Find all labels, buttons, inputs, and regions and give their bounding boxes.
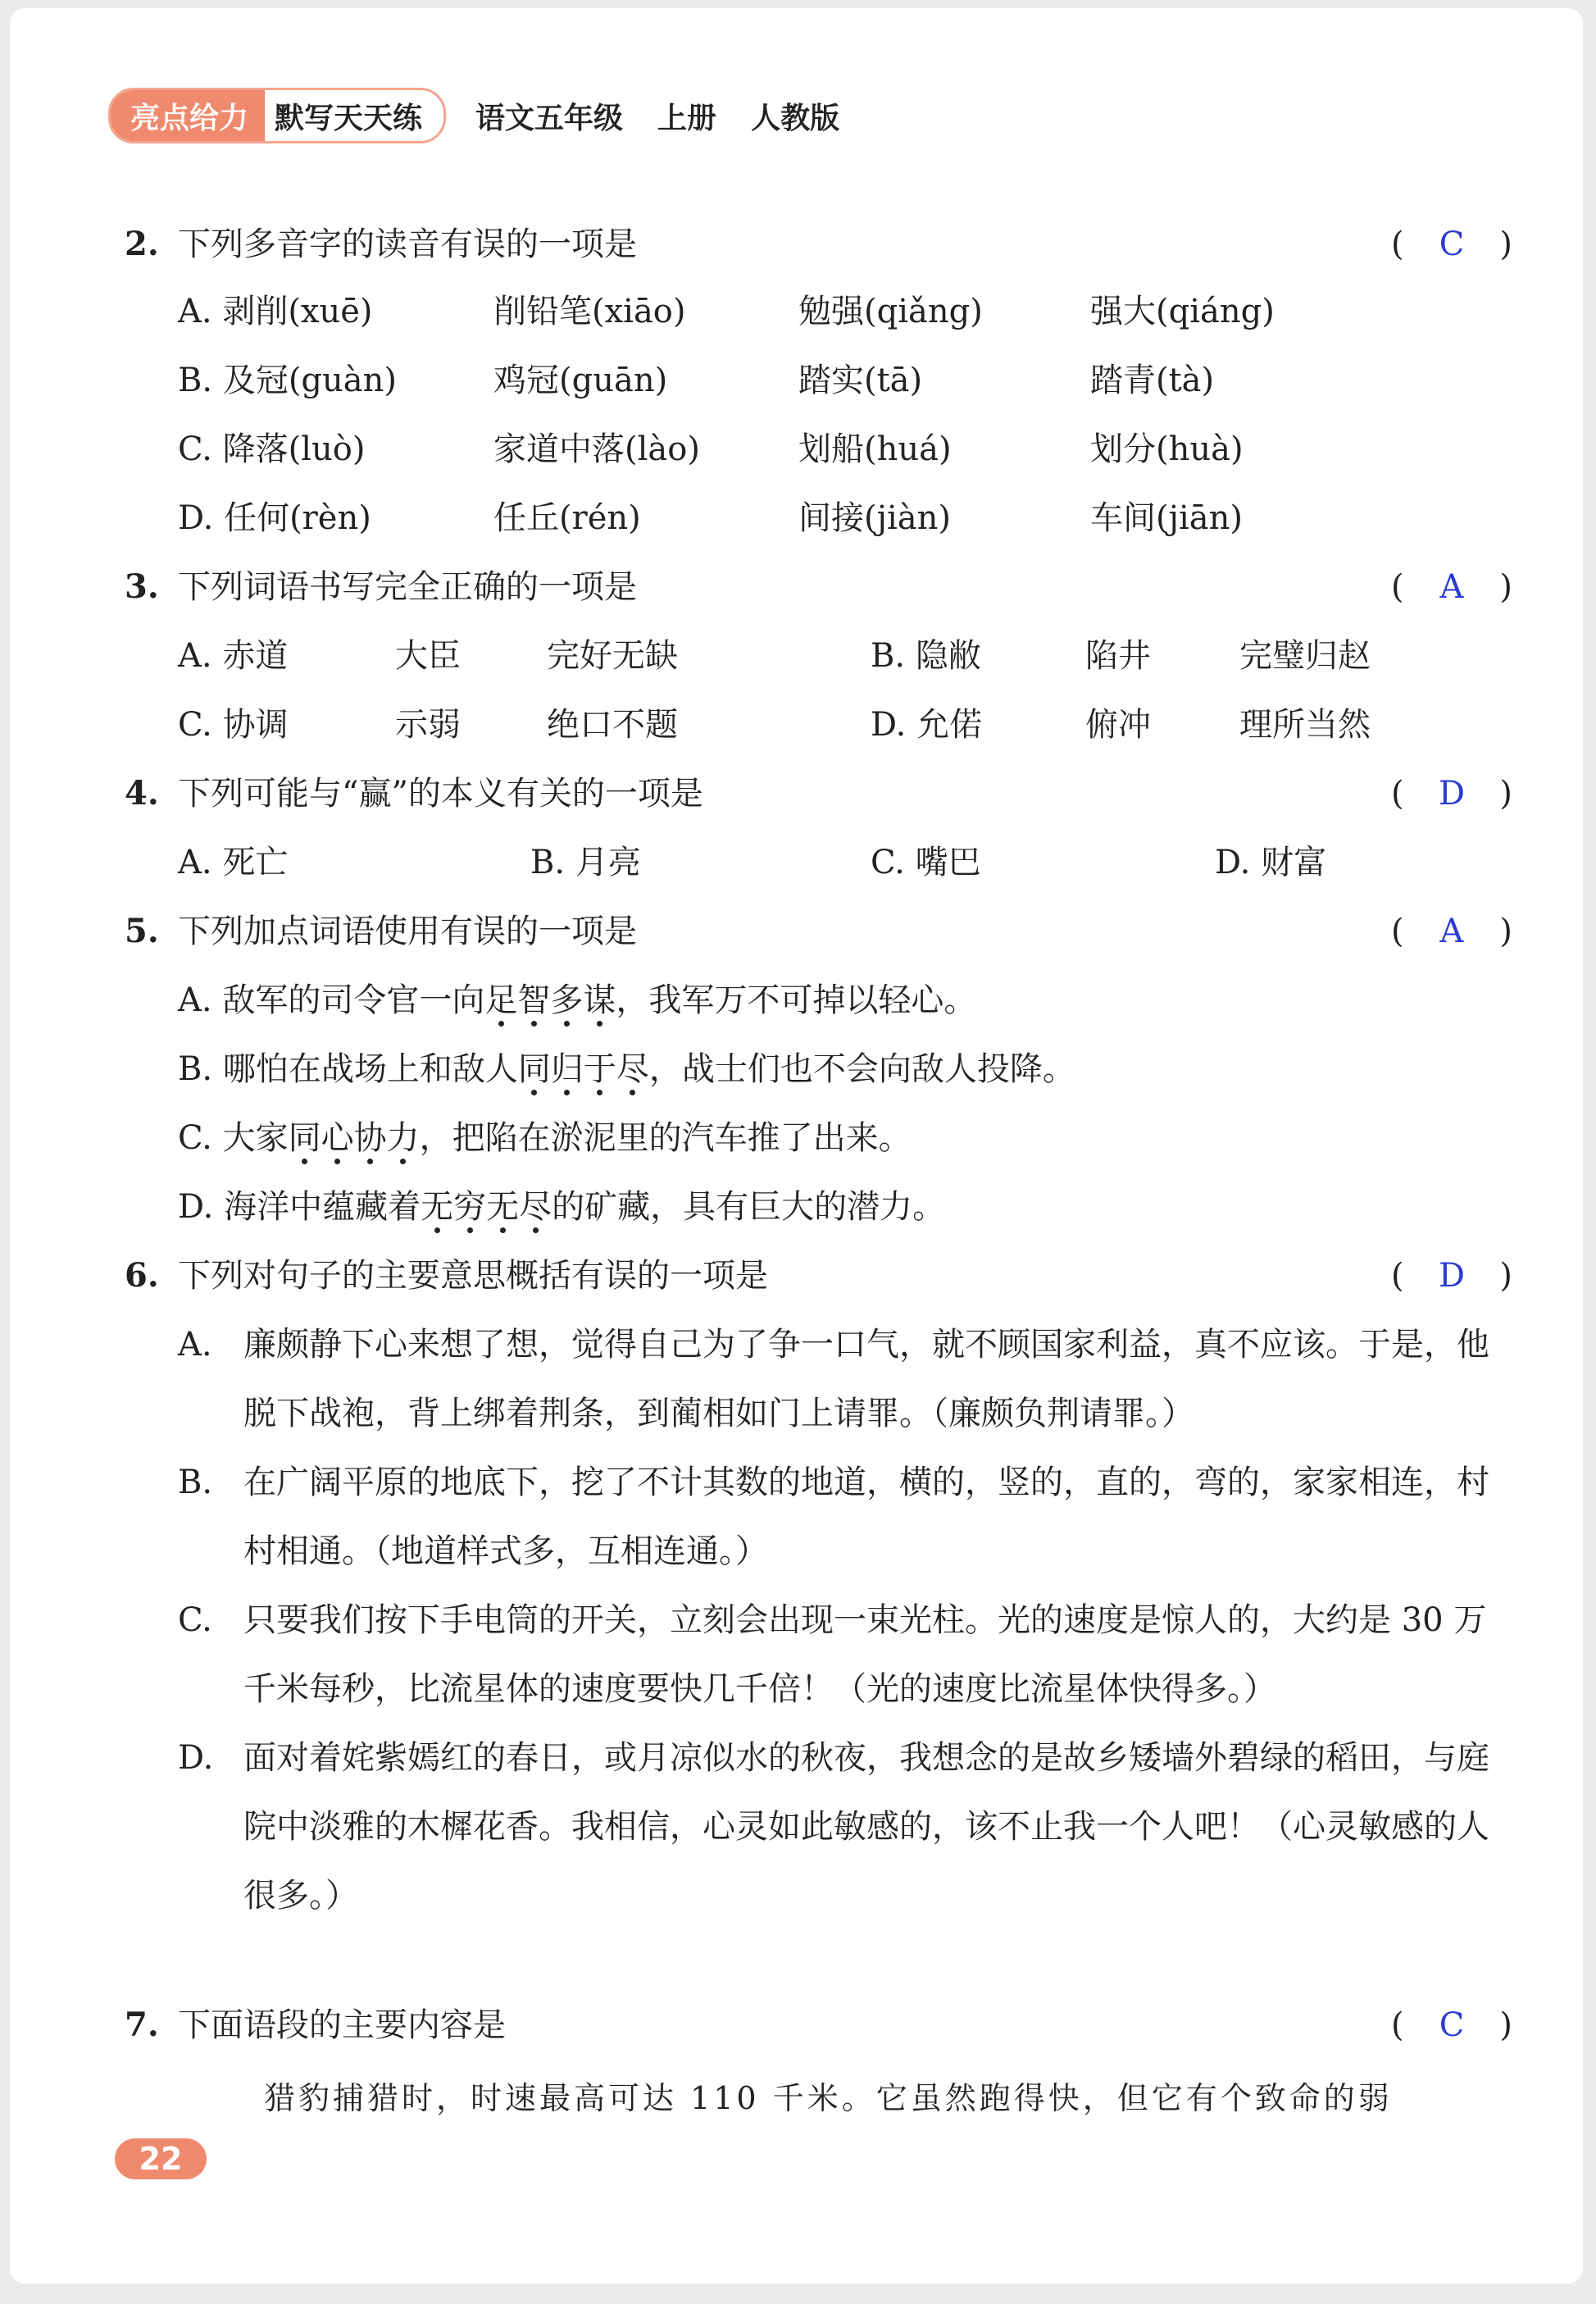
emphasis-char: 尽 [519, 1188, 552, 1226]
page-number: 22 [115, 2138, 207, 2179]
option: C. 协调 [178, 706, 289, 744]
option-c: C. 只要我们按下手电筒的开关，立刻会出现一束光柱。光的速度是惊人的，大约是 30 万千米每秒，比流星体的速度要快几千倍！（光的速度比流星体快得多。） [178, 1601, 1487, 1708]
emphasis-char: 尽 [616, 1050, 649, 1088]
option: A. 死亡 [178, 844, 289, 881]
dotted-phrase [421, 1188, 552, 1226]
emphasis-char: 于 [583, 1050, 616, 1088]
option-a: A. 廉颇静下心来想了想，觉得自己为了争一口气，就不顾国家利益，真不应该。于是，他脱下战袍，背上绑着荆条，到蔺相如门上请罪。（廉颇负荆请罪。） [178, 1326, 1489, 1432]
option-text: ，把陷在淤泥里的汽车推了出来。 [419, 1119, 912, 1157]
question-number: 6. [125, 1256, 159, 1295]
option-text: D. 海洋中蕴藏着 [178, 1188, 421, 1226]
question-number: 2. [125, 225, 159, 263]
brand-right: 默写天天练 [275, 101, 423, 135]
answer-box: ( A ) [1391, 913, 1512, 950]
dotted-phrase [484, 981, 616, 1019]
option: 大臣 [395, 637, 461, 675]
answer-value: D [1438, 775, 1466, 813]
question-text: 下列加点词语使用有误的一项是 [178, 913, 637, 950]
answer-box: ( A ) [1391, 568, 1512, 606]
option-text: ，战士们也不会向敌人投降。 [648, 1050, 1075, 1088]
option-d: D. 面对着姹紫嫣红的春日，或月凉似水的秋夜，我想念的是故乡矮墙外碧绿的稻田，与庭院中淡雅的木樨花香。我相信，心灵如此敏感的，该不止我一个人吧！（心灵敏感的人很多。） [178, 1739, 1489, 1915]
option-b: B. 在广阔平原的地底下，挖了不计其数的地道，横的，竖的，直的，弯的，家家相连，村村相通。（地道样式多，互相连通。） [178, 1464, 1489, 1570]
volume: 上册 [657, 101, 717, 135]
option: D. 允偌 [871, 706, 983, 744]
emphasis-char: 心 [321, 1119, 354, 1157]
emphasis-char: 足 [484, 981, 518, 1019]
option: 踏青(tà) [1090, 362, 1215, 399]
page [10, 8, 1583, 2284]
answer-box: ( D ) [1391, 1257, 1512, 1295]
option: 削铅笔(xiāo) [493, 293, 686, 330]
option: B. 及冠(guàn) [178, 362, 398, 399]
option: 鸡冠(guān) [493, 362, 668, 399]
option: 完好无缺 [547, 637, 678, 675]
option: B. 月亮 [530, 844, 641, 881]
option-text: B. 哪怕在战场上和敌人 [178, 1050, 518, 1088]
option: 间接(jiàn) [798, 499, 952, 537]
option: 任丘(rén) [493, 499, 641, 537]
question-number: 4. [125, 774, 159, 813]
answer-box: ( C ) [1391, 2006, 1512, 2044]
question-number: 7. [125, 2006, 159, 2044]
question-text: 下列对句子的主要意思概括有误的一项是 [178, 1257, 768, 1295]
brand-left: 亮点给力 [111, 90, 265, 141]
option: A. 剥削(xuē) [178, 293, 373, 330]
option: 划船(huá) [798, 430, 952, 468]
answer-box: ( D ) [1391, 775, 1512, 813]
emphasis-char: 同 [288, 1119, 321, 1157]
question-text: 下面语段的主要内容是 [178, 2006, 506, 2044]
emphasis-char: 协 [353, 1119, 387, 1157]
edition: 人教版 [751, 101, 840, 135]
answer-value: A [1439, 568, 1464, 606]
emphasis-char: 无 [421, 1188, 454, 1226]
emphasis-char: 智 [517, 981, 551, 1019]
option: C. 嘴巴 [871, 844, 981, 881]
question-number: 3. [125, 567, 159, 606]
emphasis-char: 谋 [583, 981, 616, 1019]
option: 划分(huà) [1090, 430, 1244, 468]
question-text: 下列多音字的读音有误的一项是 [178, 225, 637, 263]
emphasis-char: 穷 [453, 1188, 487, 1226]
option: D. 任何(rèn) [178, 499, 371, 537]
option: 示弱 [395, 706, 461, 744]
option-text: A. 敌军的司令官一向 [178, 981, 485, 1019]
option: B. 隐敝 [871, 637, 981, 675]
option: A. 赤道 [178, 637, 289, 675]
answer-value: A [1439, 913, 1464, 950]
emphasis-char: 多 [550, 981, 584, 1019]
dotted-phrase [289, 1119, 420, 1157]
option: 完璧归赵 [1239, 637, 1371, 675]
answer-value: C [1439, 2006, 1465, 2044]
option-text: 的矿藏，具有巨大的潜力。 [552, 1188, 946, 1226]
question-text: 下列词语书写完全正确的一项是 [178, 568, 637, 606]
emphasis-char: 力 [386, 1119, 420, 1157]
passage: 猎豹捕猎时，时速最高可达 110 千米。它虽然跑得快，但它有个致命的弱 [264, 2080, 1393, 2116]
option: 踏实(tā) [798, 362, 923, 399]
answer-box: ( C ) [1391, 225, 1512, 263]
dotted-phrase [518, 1050, 649, 1088]
answer-value: C [1439, 225, 1465, 263]
question-text: 下列可能与“赢”的本义有关的一项是 [178, 775, 703, 813]
book-info [475, 95, 874, 137]
brand-badge [108, 88, 446, 143]
option: 家道中落(lào) [493, 430, 700, 468]
subject: 语文五年级 [475, 101, 624, 135]
option: 理所当然 [1239, 706, 1371, 744]
option-text: C. 大家 [178, 1119, 289, 1157]
option: 俯冲 [1085, 706, 1151, 744]
emphasis-char: 同 [517, 1050, 551, 1088]
option: 强大(qiáng) [1090, 293, 1275, 330]
header [108, 89, 874, 143]
emphasis-char: 归 [550, 1050, 584, 1088]
q6-options [178, 1310, 1506, 1930]
option: 绝口不题 [547, 706, 678, 744]
answer-value: D [1438, 1257, 1466, 1295]
option: 车间(jiān) [1090, 499, 1244, 537]
option: C. 降落(luò) [178, 430, 366, 468]
option: 勉强(qiǎng) [798, 293, 983, 330]
question-number: 5. [125, 912, 159, 950]
emphasis-char: 无 [486, 1188, 520, 1226]
option: 陷井 [1085, 637, 1151, 675]
option: D. 财富 [1215, 844, 1327, 881]
option-text: ，我军万不可掉以轻心。 [616, 981, 977, 1019]
